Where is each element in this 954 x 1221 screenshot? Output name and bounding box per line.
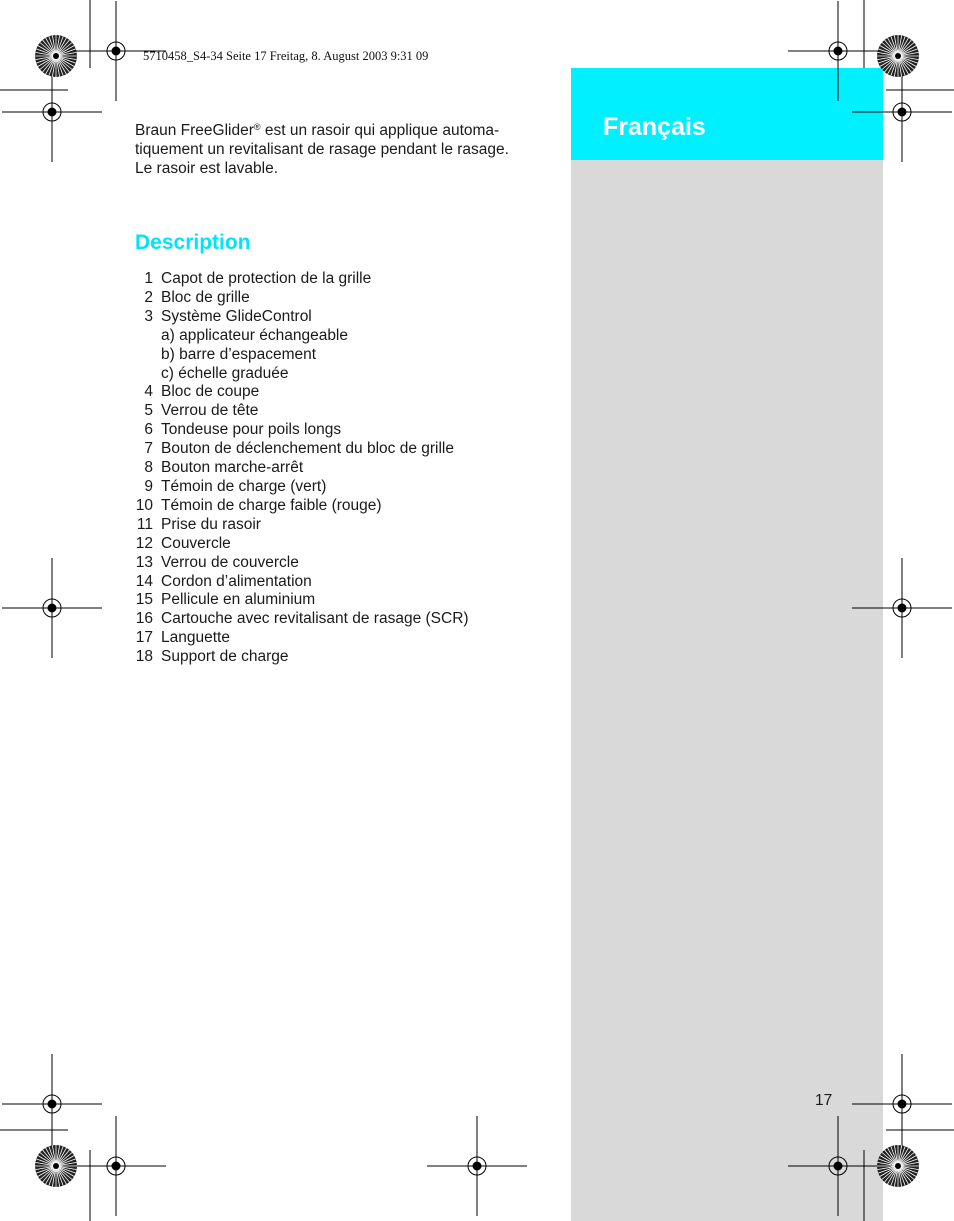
parts-list-item — [135, 289, 469, 308]
intro-line-1: est un rasoir qui applique automa- — [260, 122, 500, 139]
registration-crosshair-icon — [788, 1116, 888, 1216]
part-number: 5 — [144, 402, 153, 420]
part-label: Languette — [161, 629, 230, 647]
part-label: Système GlideControl — [161, 307, 312, 325]
parts-list-item — [135, 516, 469, 535]
intro-line-2: tiquement un revitalisant de rasage pendant le rasage. — [135, 141, 509, 158]
part-label: Verrou de couvercle — [161, 553, 299, 571]
part-number: 12 — [135, 534, 153, 552]
star-target-icon — [877, 35, 919, 77]
registration-crosshair-icon — [427, 1116, 527, 1216]
parts-list-item — [135, 535, 469, 554]
part-number: 18 — [135, 648, 153, 666]
parts-list-item — [135, 270, 469, 289]
parts-list-item — [135, 421, 469, 440]
parts-list-item — [135, 327, 469, 346]
parts-list-item — [135, 497, 469, 516]
registration-crosshair-icon — [2, 1054, 102, 1154]
part-label: Bouton de déclenchement du bloc de grille — [161, 440, 454, 458]
language-title: Français — [603, 113, 706, 141]
parts-list-item — [135, 648, 469, 667]
part-label: Cordon d’alimentation — [161, 572, 312, 590]
parts-list-item — [135, 346, 469, 365]
intro-paragraph — [135, 121, 555, 178]
part-number: 7 — [144, 440, 153, 458]
registration-crosshair-icon — [852, 558, 952, 658]
star-target-icon — [35, 1145, 77, 1187]
part-number: 6 — [144, 421, 153, 439]
part-label: Bloc de coupe — [161, 383, 260, 401]
part-number: 8 — [144, 459, 153, 477]
part-label: Prise du rasoir — [161, 515, 261, 533]
intro-line-3: Le rasoir est lavable. — [135, 160, 279, 177]
part-number — [135, 365, 153, 384]
trademark-symbol: ® — [253, 122, 261, 132]
parts-list-item — [135, 610, 469, 629]
part-label: Couvercle — [161, 534, 231, 552]
part-number: 3 — [144, 307, 153, 325]
parts-list-item — [135, 402, 469, 421]
part-number: 13 — [135, 553, 153, 571]
registration-crosshair-icon — [788, 1, 888, 101]
star-target-icon — [877, 1145, 919, 1187]
parts-list — [135, 270, 469, 667]
part-number: 16 — [135, 610, 153, 628]
part-label: Support de charge — [161, 648, 289, 666]
parts-list-item — [135, 629, 469, 648]
brand-name: Braun FreeGlider — [135, 122, 254, 139]
parts-list-item — [135, 478, 469, 497]
part-number: 17 — [135, 629, 153, 647]
registration-crosshair-icon — [852, 1054, 952, 1154]
part-number — [135, 346, 153, 365]
part-label: c) échelle graduée — [161, 364, 289, 382]
part-label: Pellicule en aluminium — [161, 591, 316, 609]
part-number — [135, 327, 153, 346]
part-label: Témoin de charge faible (rouge) — [161, 496, 382, 514]
part-label: Verrou de tête — [161, 402, 259, 420]
part-label: Tondeuse pour poils longs — [161, 421, 342, 439]
part-number: 15 — [135, 591, 153, 609]
part-label: b) barre d’espacement — [161, 345, 317, 363]
part-label: Bloc de grille — [161, 288, 250, 306]
part-label: Capot de protection de la grille — [161, 270, 372, 287]
parts-list-item — [135, 365, 469, 384]
star-target-icon — [35, 35, 77, 77]
part-number: 14 — [135, 572, 153, 590]
part-number: 1 — [144, 270, 153, 287]
parts-list-item — [135, 459, 469, 478]
parts-list-item — [135, 591, 469, 610]
parts-list-item — [135, 573, 469, 592]
part-number: 10 — [135, 496, 153, 514]
parts-list-item — [135, 383, 469, 402]
registration-crosshair-icon — [852, 62, 952, 162]
part-number: 2 — [144, 288, 153, 306]
part-number: 4 — [144, 383, 153, 401]
parts-list-item — [135, 308, 469, 327]
part-number: 11 — [136, 515, 153, 533]
page-number: 17 — [815, 1092, 833, 1109]
description-heading: Description — [135, 231, 251, 254]
registration-crosshair-icon — [2, 558, 102, 658]
print-slug: 5710458_S4-34 Seite 17 Freitag, 8. August 2003 9:31 09 — [143, 49, 429, 63]
part-number: 9 — [144, 477, 153, 495]
part-label: Cartouche avec revitalisant de rasage (SCR) — [161, 610, 469, 628]
registration-crosshair-icon — [66, 1116, 166, 1216]
parts-list-item — [135, 554, 469, 573]
part-label: Témoin de charge (vert) — [161, 477, 327, 495]
part-label: Bouton marche-arrêt — [161, 459, 304, 477]
parts-list-item — [135, 440, 469, 459]
part-label: a) applicateur échangeable — [161, 326, 348, 344]
registration-crosshair-icon — [2, 62, 102, 162]
